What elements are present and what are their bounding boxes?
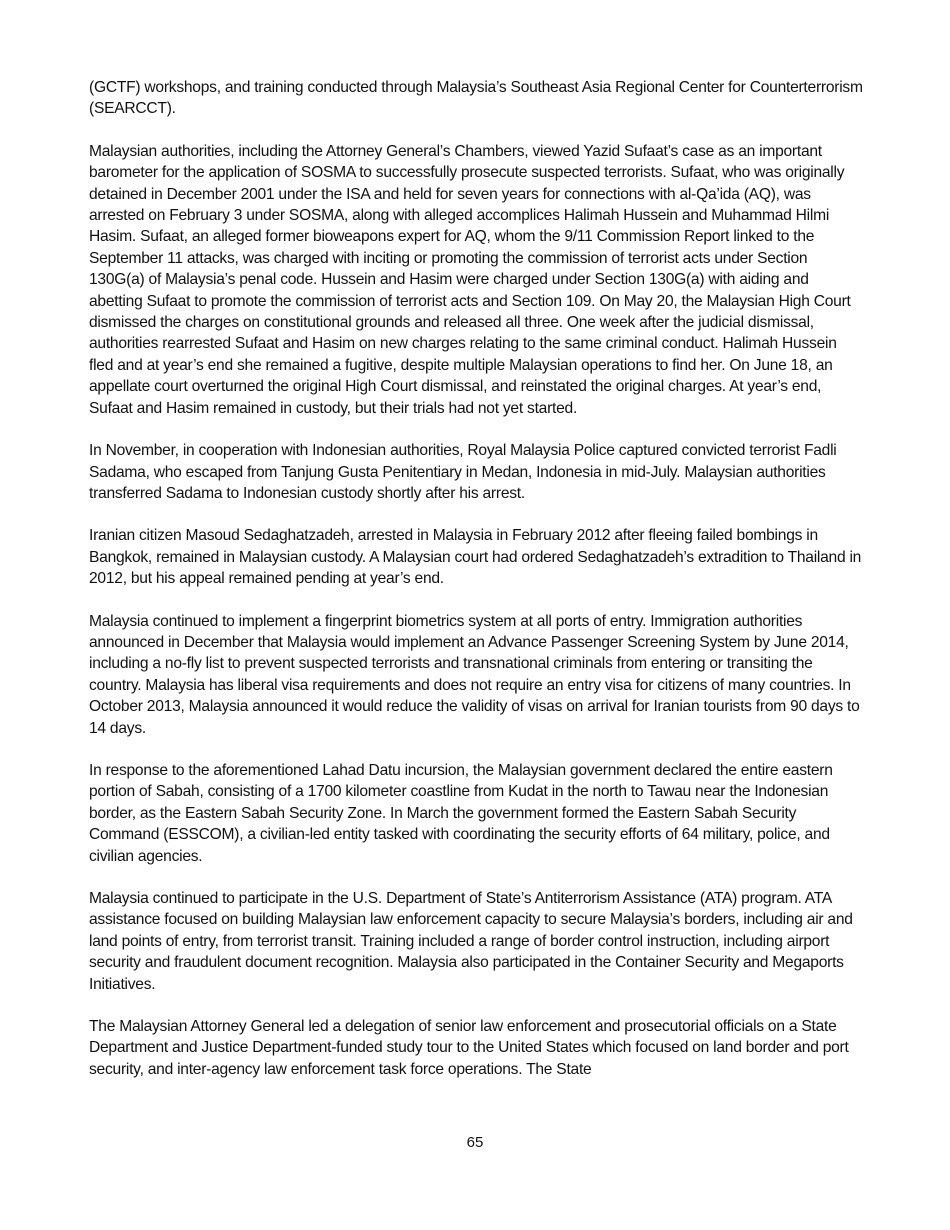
paragraph-fadli-sadama: In November, in cooperation with Indonesian authorities, Royal Malaysia Police captured convicted terrorist Fadli Sadama, who escaped from Tanjung Gusta Penitentiary in Medan, Indonesia in mid-July. Malaysian authorities transferred Sadama to Indonesian custody shortly after his arrest.: [89, 442, 837, 502]
paragraph-lahad-datu-esscom: In response to the aforementioned Lahad Datu incursion, the Malaysian government declared the entire eastern portion of Sabah, consisting of a 1700 kilometer coastline from Kudat in the north to Tawau near the Indonesian border, as the Eastern Sabah Security Zone. In March the government formed the Eastern Sabah Security Command (ESSCOM), a civilian-led entity tasked with coordinating the security efforts of 64 military, police, and civilian agencies.: [89, 761, 833, 865]
paragraph-sufaat-case: Malaysian authorities, including the Attorney General’s Chambers, viewed Yazid Sufaat’s case as an important barometer for the application of SOSMA to successfully prosecute suspected terrorists. Sufaat, who was originally detained in December 2001 under the ISA and held for seven years for connections with al-Qa’ida (AQ), was arrested on February 3 under SOSMA, along with alleged accomplices Halimah Hussein and Muhammad Hilmi Hasim. Sufaat, an alleged former bioweapons expert for AQ, whom the 9/11 Commission Report linked to the September 11 attacks, was charged with inciting or promoting the commission of terrorist acts under Section 130G(a) of Malaysia’s penal code. Hussein and Hasim were charged under Section 130G(a) with aiding and abetting Sufaat to promote the commission of terrorist acts and Section 109. On May 20, the Malaysian High Court dismissed the charges on constitutional grounds and released all three. One week after the judicial dismissal, authorities rearrested Sufaat and Hasim on new charges relating to the same criminal conduct. Halimah Hussein fled and at year’s end she remained a fugitive, despite multiple Malaysian operations to find her. On June 18, an appellate court overturned the original High Court dismissal, and reinstated the original charges. At year’s end, Sufaat and Hasim remained in custody, but their trials had not yet started.: [89, 142, 851, 417]
paragraph-biometrics-visas: Malaysia continued to implement a fingerprint biometrics system at all ports of entry. Immigration authorities announced in December that Malaysia would implement an Advance Passenger Screening System by June 2014, including a no-fly list to prevent suspected terrorists and transnational criminals from entering or transiting the country. Malaysia has liberal visa requirements and does not require an entry visa for citizens of many countries. In October 2013, Malaysia announced it would reduce the validity of visas on arrival for Iranian tourists from 90 days to 14 days.: [89, 612, 860, 737]
paragraph-ata-program: Malaysia continued to participate in the U.S. Department of State’s Antiterrorism Assistance (ATA) program. ATA assistance focused on building Malaysian law enforcement capacity to secure Malaysia’s borders, including air and land points of entry, from terrorist transit. Training included a range of border control instruction, including airport security and fraudulent document recognition. Malaysia also participated in the Container Security and Megaports Initiatives.: [89, 890, 853, 993]
page-number: 65: [466, 1134, 484, 1151]
page-body: [89, 77, 864, 1101]
paragraph-sedaghatzadeh: Iranian citizen Masoud Sedaghatzadeh, arrested in Malaysia in February 2012 after fleeing failed bombings in Bangkok, remained in Malaysian custody. A Malaysian court had ordered Sedaghatzadeh’s extradition to Thailand in 2012, but his appeal remained pending at year’s end.: [89, 527, 862, 588]
paragraph-gctf-searcct: (GCTF) workshops, and training conducted through Malaysia’s Southeast Asia Regional Center for Counterterrorism (SEARCCT).: [89, 79, 863, 118]
paragraph-attorney-general-delegation: The Malaysian Attorney General led a delegation of senior law enforcement and prosecutorial officials on a State Department and Justice Department-funded study tour to the United States which focused on land border and port security, and inter-agency law enforcement task force operations. The State: [89, 1018, 849, 1078]
